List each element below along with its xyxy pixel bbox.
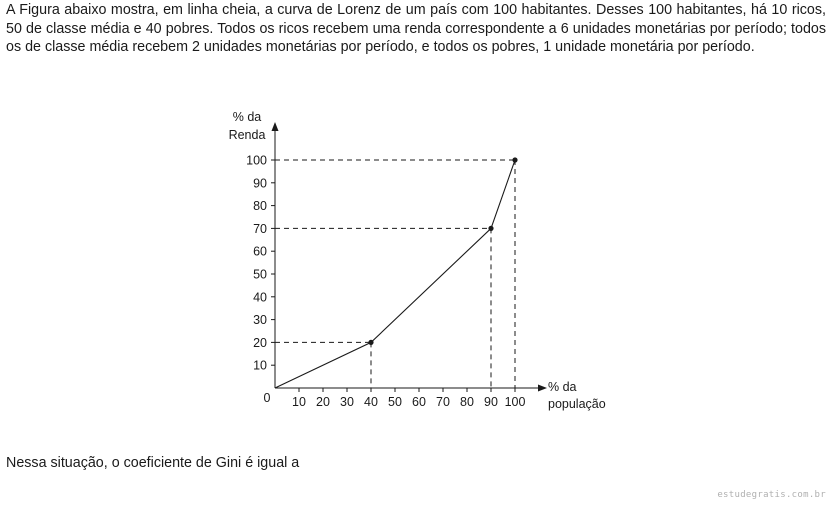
x-tick-label: 50 xyxy=(388,395,402,409)
x-tick-label: 80 xyxy=(460,395,474,409)
question-prompt: Nessa situação, o coeficiente de Gini é igual a xyxy=(6,455,300,471)
chart-guide-lines xyxy=(275,160,515,388)
chart-labels xyxy=(229,110,606,411)
problem-statement: A Figura abaixo mostra, em linha cheia, a curva de Lorenz de um país com 100 habitantes. Desses 100 habitantes, há 10 ricos, 50 de classe média e 40 pobres. Todos os ricos recebem uma renda correspondente a 6 unidades monetárias por período; todos os de classe média recebem 2 unidades monetárias por período, e todos os pobres, 1 unidade monetária por período. xyxy=(6,2,826,55)
x-tick-label: 40 xyxy=(364,395,378,409)
lorenz-curve-line xyxy=(275,160,515,388)
lorenz-curve-point xyxy=(488,226,493,231)
y-axis-title-line: Renda xyxy=(228,128,266,142)
y-tick-label: 10 xyxy=(253,358,267,373)
y-tick-label: 90 xyxy=(253,176,267,191)
lorenz-curve-point xyxy=(368,340,373,345)
lorenz-curve-point xyxy=(512,157,517,162)
y-tick-label: 20 xyxy=(253,335,267,350)
x-tick-label: 30 xyxy=(340,395,354,409)
x-axis-arrow xyxy=(538,385,547,392)
x-axis-title xyxy=(548,380,606,411)
y-tick-label: 60 xyxy=(253,244,267,259)
y-tick-label: 70 xyxy=(253,221,267,236)
x-tick-label: 60 xyxy=(412,395,426,409)
x-tick-label: 100 xyxy=(504,395,526,409)
y-axis-title xyxy=(229,110,266,142)
y-tick-label: 100 xyxy=(246,153,267,168)
y-axis-title-line: % da xyxy=(232,110,262,124)
site-watermark: estudegratis.com.br xyxy=(717,490,826,500)
y-axis-arrow xyxy=(272,122,279,131)
x-axis-title-line: % da xyxy=(548,380,577,394)
x-tick-label: 10 xyxy=(292,395,306,409)
origin-label: 0 xyxy=(263,391,271,405)
y-tick-label: 50 xyxy=(253,267,267,282)
y-tick-label: 40 xyxy=(253,290,267,305)
y-tick-label: 30 xyxy=(253,313,267,328)
x-tick-label: 70 xyxy=(436,395,450,409)
y-tick-label: 80 xyxy=(253,199,267,214)
x-axis-title-line: população xyxy=(548,397,606,411)
x-tick-label: 20 xyxy=(316,395,330,409)
chart-axes xyxy=(271,122,547,392)
chart-series xyxy=(275,157,518,388)
x-tick-label: 90 xyxy=(484,395,498,409)
